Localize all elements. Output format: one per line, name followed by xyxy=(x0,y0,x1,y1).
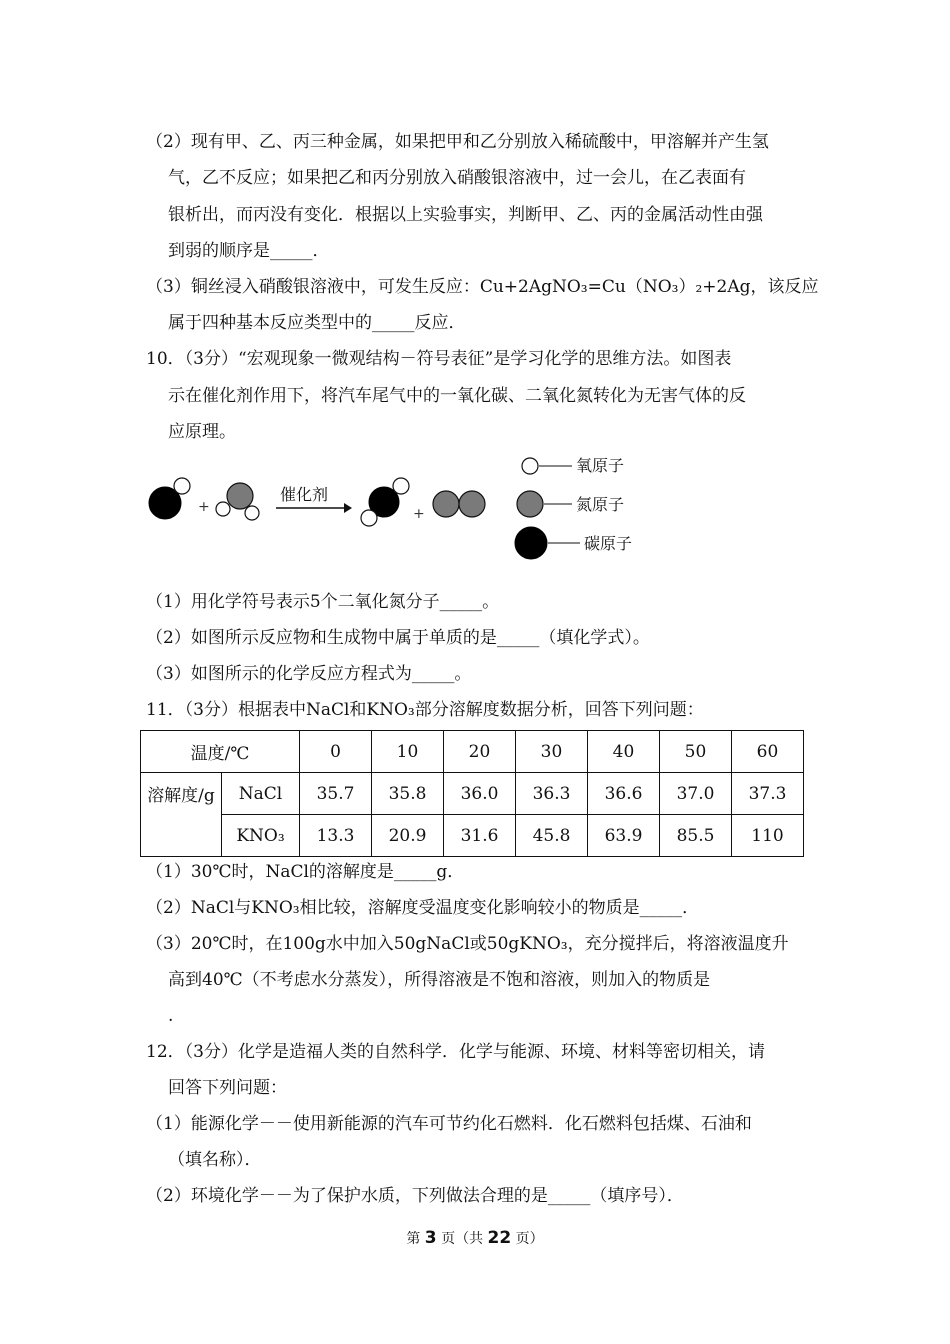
legend-nitrogen-icon xyxy=(517,491,543,517)
q12-question-2: （2）环境化学－－为了保护水质，下列做法合理的是_____（填序号）． xyxy=(146,1186,684,1206)
value-cell: 36.3 xyxy=(516,773,588,815)
value-cell: 31.6 xyxy=(444,815,516,857)
value-cell: 35.7 xyxy=(300,773,372,815)
footer-middle: 页（共 xyxy=(441,1231,484,1247)
q9-p3-line1: （3）铜丝浸入硝酸银溶液中，可发生反应：Cu+2AgNO₃=Cu（NO₃）₂+2Ag，该反应 xyxy=(146,277,819,297)
q9-p2-line2: 气，乙不反应；如果把乙和丙分别放入硝酸银溶液中，过一会儿，在乙表面有 xyxy=(168,168,746,188)
q10-stem-line1: 10．（3分）“宏观现象一微观结构－符号表征”是学习化学的思维方法。如图表 xyxy=(146,349,732,369)
value-cell: 110 xyxy=(732,815,804,857)
solubility-header: 溶解度/g xyxy=(141,773,222,857)
q11-question-3-line1: （3）20℃时，在100g水中加入50gNaCl或50gKNO₃，充分搅拌后，将溶液温度升 xyxy=(146,934,789,954)
value-cell: 37.3 xyxy=(732,773,804,815)
value-cell: 85.5 xyxy=(660,815,732,857)
q10-stem-line2: 示在催化剂作用下，将汽车尾气中的一氧化碳、二氧化氮转化为无害气体的反 xyxy=(168,386,746,406)
temp-cell: 20 xyxy=(444,731,516,773)
q11-stem: 11．（3分）根据表中NaCl和KNO₃部分溶解度数据分析，回答下列问题： xyxy=(146,700,704,720)
temp-cell: 50 xyxy=(660,731,732,773)
value-cell: 36.0 xyxy=(444,773,516,815)
value-cell: 20.9 xyxy=(372,815,444,857)
q12-stem-line1: 12．（3分）化学是造福人类的自然科学．化学与能源、环境、材料等密切相关，请 xyxy=(146,1042,765,1062)
value-cell: 63.9 xyxy=(588,815,660,857)
q12-question-1-line1: （1）能源化学－－使用新能源的汽车可节约化石燃料．化石燃料包括煤、石油和 xyxy=(146,1114,752,1134)
oxygen-atom xyxy=(174,478,190,494)
footer-prefix: 第 xyxy=(406,1231,421,1247)
footer-suffix: 页） xyxy=(515,1231,544,1247)
oxygen-atom xyxy=(393,478,409,494)
table-row-kno3 xyxy=(141,815,804,857)
legend-carbon-label: 碳原子 xyxy=(584,534,633,553)
substance-name: KNO₃ xyxy=(222,815,300,857)
q11-question-2: （2）NaCl与KNO₃相比较，溶解度受温度变化影响较小的物质是_____． xyxy=(146,898,700,918)
q10-question-2: （2）如图所示反应物和生成物中属于单质的是_____（填化学式）。 xyxy=(146,628,650,648)
q11-question-3-line2: 高到40℃（不考虑水分蒸发），所得溶液是不饱和溶液，则加入的物质是 xyxy=(168,970,711,990)
value-cell: 35.8 xyxy=(372,773,444,815)
plus-sign: + xyxy=(413,506,425,522)
temp-cell: 0 xyxy=(300,731,372,773)
reaction-figure xyxy=(140,448,660,568)
temp-header: 温度/℃ xyxy=(141,731,300,773)
nitrogen-atom xyxy=(227,483,253,509)
solubility-table xyxy=(140,730,804,857)
page-footer xyxy=(0,1228,950,1248)
value-cell: 45.8 xyxy=(516,815,588,857)
oxygen-atom xyxy=(361,510,377,526)
legend-oxygen-icon xyxy=(522,458,538,474)
q11-question-1: （1）30℃时，NaCl的溶解度是_____g． xyxy=(146,862,465,882)
q9-p3-line2: 属于四种基本反应类型中的_____反应． xyxy=(168,313,466,333)
nitrogen-atom xyxy=(459,491,485,517)
page-total: 22 xyxy=(487,1228,512,1248)
reaction-arrow-head xyxy=(344,503,352,513)
value-cell: 37.0 xyxy=(660,773,732,815)
q10-stem-line3: 应原理。 xyxy=(168,422,236,442)
legend-carbon-icon xyxy=(515,527,547,559)
table-row-temperature xyxy=(141,731,804,773)
q10-question-1: （1）用化学符号表示5个二氧化氮分子_____。 xyxy=(146,592,500,612)
value-cell: 13.3 xyxy=(300,815,372,857)
q12-stem-line2: 回答下列问题： xyxy=(168,1078,287,1098)
page-number: 3 xyxy=(424,1228,437,1248)
table-row-nacl xyxy=(141,773,804,815)
substance-name: NaCl xyxy=(222,773,300,815)
catalyst-label: 催化剂 xyxy=(280,485,329,504)
oxygen-atom xyxy=(245,506,259,520)
oxygen-atom xyxy=(216,502,230,516)
temp-cell: 40 xyxy=(588,731,660,773)
q12-question-1-line2: （填名称）． xyxy=(168,1150,262,1170)
reaction-diagram xyxy=(140,448,660,568)
nitrogen-atom xyxy=(433,491,459,517)
legend-nitrogen-label: 氮原子 xyxy=(576,495,625,514)
q10-question-3: （3）如图所示的化学反应方程式为_____。 xyxy=(146,664,472,684)
q9-p2-line4: 到弱的顺序是_____． xyxy=(168,241,330,261)
q9-p2-line3: 银析出，而丙没有变化．根据以上实验事实，判断甲、乙、丙的金属活动性由强 xyxy=(168,205,763,225)
temp-cell: 10 xyxy=(372,731,444,773)
temp-cell: 60 xyxy=(732,731,804,773)
value-cell: 36.6 xyxy=(588,773,660,815)
q11-question-3-line3: . xyxy=(168,1006,174,1026)
q9-p2-line1: （2）现有甲、乙、丙三种金属，如果把甲和乙分别放入稀硫酸中，甲溶解并产生氢 xyxy=(146,132,769,152)
legend-oxygen-label: 氧原子 xyxy=(576,456,625,475)
plus-sign: + xyxy=(198,499,210,515)
temp-cell: 30 xyxy=(516,731,588,773)
